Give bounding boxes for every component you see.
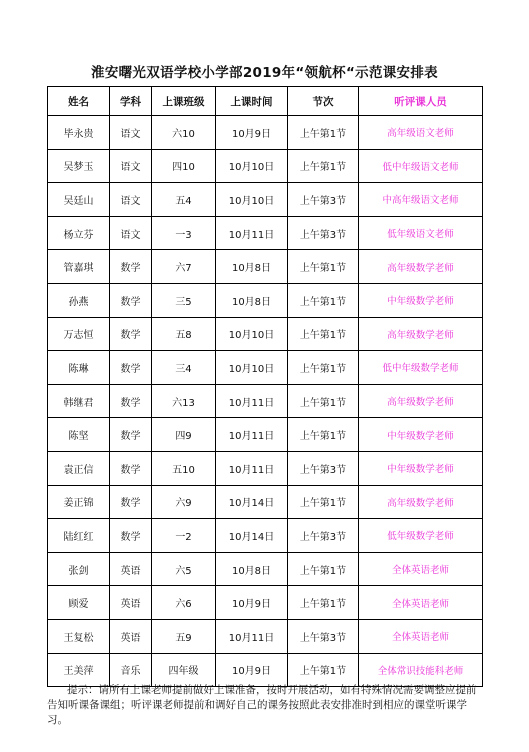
cell-period: 上午第1节 xyxy=(288,586,359,620)
cell-date: 10月10日 xyxy=(216,317,288,351)
cell-subject: 语文 xyxy=(110,183,152,217)
cell-class: 五8 xyxy=(152,317,216,351)
cell-period: 上午第1节 xyxy=(288,552,359,586)
cell-name: 王复松 xyxy=(48,619,110,653)
header-audience: 听评课人员 xyxy=(359,87,483,116)
cell-subject: 数学 xyxy=(110,485,152,519)
cell-date: 10月8日 xyxy=(216,283,288,317)
cell-audience: 全体英语老师 xyxy=(359,586,483,620)
cell-audience: 高年级数学老师 xyxy=(359,485,483,519)
table-row xyxy=(48,485,483,519)
cell-class: 五10 xyxy=(152,451,216,485)
table-row xyxy=(48,317,483,351)
cell-audience: 低年级语文老师 xyxy=(359,216,483,250)
cell-class: 六5 xyxy=(152,552,216,586)
cell-class: 六9 xyxy=(152,485,216,519)
document-title: 淮安曙光双语学校小学部2019年“领航杯“示范课安排表 xyxy=(91,65,438,81)
cell-audience: 中高年级语文老师 xyxy=(359,183,483,217)
cell-class: 三4 xyxy=(152,351,216,385)
table-row xyxy=(48,586,483,620)
table-row xyxy=(48,552,483,586)
cell-audience: 中年级数学老师 xyxy=(359,283,483,317)
cell-name: 袁正信 xyxy=(48,451,110,485)
cell-date: 10月11日 xyxy=(216,216,288,250)
cell-subject: 语文 xyxy=(110,116,152,150)
cell-date: 10月10日 xyxy=(216,351,288,385)
cell-name: 吴梦玉 xyxy=(48,149,110,183)
cell-date: 10月14日 xyxy=(216,519,288,553)
cell-period: 上午第1节 xyxy=(288,116,359,150)
cell-date: 10月9日 xyxy=(216,116,288,150)
cell-period: 上午第3节 xyxy=(288,183,359,217)
table-row xyxy=(48,216,483,250)
cell-subject: 数学 xyxy=(110,418,152,452)
cell-audience: 全体常识技能科老师 xyxy=(359,653,483,687)
table-header-row xyxy=(48,87,483,116)
table-row xyxy=(48,116,483,150)
cell-audience: 全体英语老师 xyxy=(359,619,483,653)
table-row xyxy=(48,149,483,183)
cell-class: 四年级 xyxy=(152,653,216,687)
cell-date: 10月14日 xyxy=(216,485,288,519)
cell-name: 吴廷山 xyxy=(48,183,110,217)
cell-date: 10月8日 xyxy=(216,552,288,586)
cell-date: 10月11日 xyxy=(216,418,288,452)
cell-subject: 音乐 xyxy=(110,653,152,687)
cell-audience: 低年级数学老师 xyxy=(359,519,483,553)
cell-date: 10月9日 xyxy=(216,586,288,620)
note-text: 提示：请所有上课老师提前做好上课准备，按时开展活动，如有特殊情况需要调整应提前告知听课备课组；听评课老师提前和调好自己的课务按照此表安排准时到相应的课堂听课学习。 xyxy=(47,684,477,726)
cell-period: 上午第1节 xyxy=(288,351,359,385)
cell-audience: 高年级数学老师 xyxy=(359,250,483,284)
cell-subject: 英语 xyxy=(110,586,152,620)
cell-date: 10月11日 xyxy=(216,619,288,653)
cell-name: 王美萍 xyxy=(48,653,110,687)
cell-date: 10月9日 xyxy=(216,653,288,687)
cell-class: 六6 xyxy=(152,586,216,620)
cell-subject: 数学 xyxy=(110,317,152,351)
cell-name: 顾爱 xyxy=(48,586,110,620)
cell-name: 万志恒 xyxy=(48,317,110,351)
header-date: 上课时间 xyxy=(216,87,288,116)
cell-class: 五9 xyxy=(152,619,216,653)
table-row xyxy=(48,418,483,452)
cell-class: 三5 xyxy=(152,283,216,317)
cell-subject: 数学 xyxy=(110,250,152,284)
cell-name: 姜正锦 xyxy=(48,485,110,519)
cell-class: 四10 xyxy=(152,149,216,183)
table-row xyxy=(48,384,483,418)
cell-date: 10月11日 xyxy=(216,384,288,418)
table-row xyxy=(48,183,483,217)
cell-class: 六10 xyxy=(152,116,216,150)
cell-class: 五4 xyxy=(152,183,216,217)
cell-subject: 数学 xyxy=(110,384,152,418)
cell-class: 一2 xyxy=(152,519,216,553)
cell-audience: 全体英语老师 xyxy=(359,552,483,586)
cell-period: 上午第1节 xyxy=(288,384,359,418)
cell-period: 上午第1节 xyxy=(288,149,359,183)
cell-date: 10月11日 xyxy=(216,451,288,485)
table-row xyxy=(48,451,483,485)
cell-subject: 数学 xyxy=(110,351,152,385)
cell-name: 陆红红 xyxy=(48,519,110,553)
cell-name: 韩继君 xyxy=(48,384,110,418)
cell-period: 上午第1节 xyxy=(288,317,359,351)
cell-audience: 低中年级语文老师 xyxy=(359,149,483,183)
cell-audience: 低中年级数学老师 xyxy=(359,351,483,385)
cell-period: 上午第3节 xyxy=(288,451,359,485)
cell-audience: 中年级数学老师 xyxy=(359,451,483,485)
cell-period: 上午第1节 xyxy=(288,653,359,687)
table-row xyxy=(48,250,483,284)
table-row xyxy=(48,519,483,553)
cell-name: 毕永贵 xyxy=(48,116,110,150)
table-row xyxy=(48,619,483,653)
cell-class: 一3 xyxy=(152,216,216,250)
cell-name: 孙燕 xyxy=(48,283,110,317)
cell-period: 上午第1节 xyxy=(288,418,359,452)
schedule-table xyxy=(47,86,483,687)
cell-date: 10月10日 xyxy=(216,183,288,217)
cell-subject: 数学 xyxy=(110,519,152,553)
header-subject: 学科 xyxy=(110,87,152,116)
cell-audience: 高年级语文老师 xyxy=(359,116,483,150)
cell-class: 六13 xyxy=(152,384,216,418)
cell-period: 上午第3节 xyxy=(288,216,359,250)
cell-subject: 英语 xyxy=(110,552,152,586)
cell-name: 管嘉琪 xyxy=(48,250,110,284)
cell-class: 四9 xyxy=(152,418,216,452)
cell-period: 上午第1节 xyxy=(288,283,359,317)
cell-name: 杨立芬 xyxy=(48,216,110,250)
table-row xyxy=(48,351,483,385)
cell-subject: 数学 xyxy=(110,451,152,485)
cell-audience: 高年级数学老师 xyxy=(359,317,483,351)
cell-date: 10月8日 xyxy=(216,250,288,284)
header-name: 姓名 xyxy=(48,87,110,116)
cell-period: 上午第3节 xyxy=(288,519,359,553)
header-period: 节次 xyxy=(288,87,359,116)
cell-audience: 高年级数学老师 xyxy=(359,384,483,418)
cell-subject: 语文 xyxy=(110,149,152,183)
cell-class: 六7 xyxy=(152,250,216,284)
table-row xyxy=(48,653,483,687)
cell-audience: 中年级数学老师 xyxy=(359,418,483,452)
table-row xyxy=(48,283,483,317)
cell-period: 上午第1节 xyxy=(288,485,359,519)
cell-subject: 数学 xyxy=(110,283,152,317)
header-class: 上课班级 xyxy=(152,87,216,116)
cell-date: 10月10日 xyxy=(216,149,288,183)
cell-name: 陈琳 xyxy=(48,351,110,385)
cell-period: 上午第1节 xyxy=(288,250,359,284)
cell-name: 张剑 xyxy=(48,552,110,586)
cell-subject: 英语 xyxy=(110,619,152,653)
cell-period: 上午第3节 xyxy=(288,619,359,653)
cell-name: 陈坚 xyxy=(48,418,110,452)
cell-subject: 语文 xyxy=(110,216,152,250)
